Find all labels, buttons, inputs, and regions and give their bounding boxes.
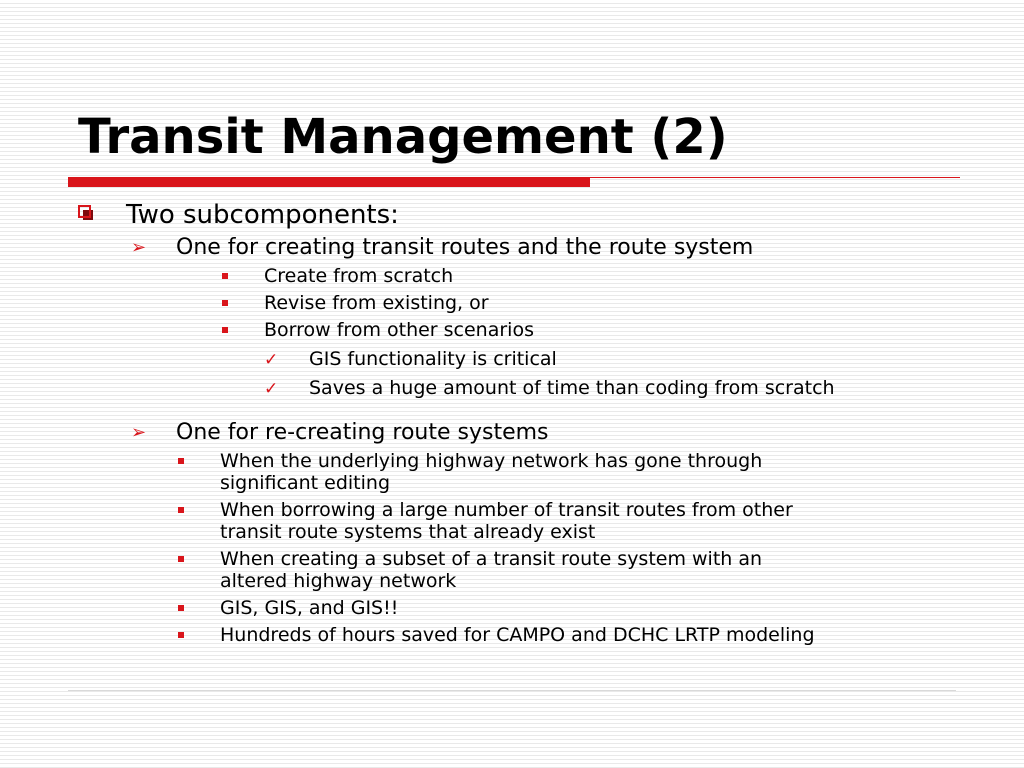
square-bullet-icon — [178, 556, 184, 562]
subcomponent-recreating-routes: One for re-creating route systems — [176, 420, 549, 445]
check-bullet-icon: ✓ — [264, 350, 279, 370]
bullet-subset-line2: altered highway network — [220, 570, 457, 592]
title-underline-thin — [590, 177, 960, 178]
square-bullet-icon — [222, 273, 228, 279]
square-bullet-icon — [178, 458, 184, 464]
bullet-subset-line1: When creating a subset of a transit route system with an — [220, 548, 763, 570]
bullet-create-from-scratch: Create from scratch — [264, 265, 454, 287]
subcomponent-creating-routes: One for creating transit routes and the route system — [176, 235, 754, 260]
square-bullet-icon — [222, 327, 228, 333]
footer-divider — [68, 690, 956, 691]
bullet-highway-network-line2: significant editing — [220, 472, 391, 494]
square-bullet-icon — [222, 300, 228, 306]
bullet-highway-network-line1: When the underlying highway network has gone through — [220, 450, 763, 472]
bullet-borrowing-routes-line2: transit route systems that already exist — [220, 521, 596, 543]
bullet-hundreds-of-hours: Hundreds of hours saved for CAMPO and DCHC LRTP modeling — [220, 624, 815, 646]
check-saves-time: Saves a huge amount of time than coding from scratch — [309, 377, 835, 399]
square-bullet-icon — [178, 632, 184, 638]
bullet-two-subcomponents: Two subcomponents: — [126, 200, 399, 230]
bullet-gis-gis-gis: GIS, GIS, and GIS!! — [220, 597, 399, 619]
bullet-borrow-from-scenarios: Borrow from other scenarios — [264, 319, 534, 341]
bullet-revise-from-existing: Revise from existing, or — [264, 292, 489, 314]
slide-title: Transit Management (2) — [78, 109, 728, 165]
bullet-borrowing-routes-line1: When borrowing a large number of transit routes from other — [220, 499, 793, 521]
check-gis-functionality: GIS functionality is critical — [309, 348, 557, 370]
square-bullet-icon — [178, 507, 184, 513]
check-bullet-icon: ✓ — [264, 379, 279, 399]
box-bullet-icon — [78, 205, 91, 218]
square-bullet-icon — [178, 605, 184, 611]
arrow-bullet-icon: ➢ — [131, 237, 147, 258]
arrow-bullet-icon: ➢ — [131, 422, 147, 443]
title-underline-thick — [68, 177, 590, 187]
